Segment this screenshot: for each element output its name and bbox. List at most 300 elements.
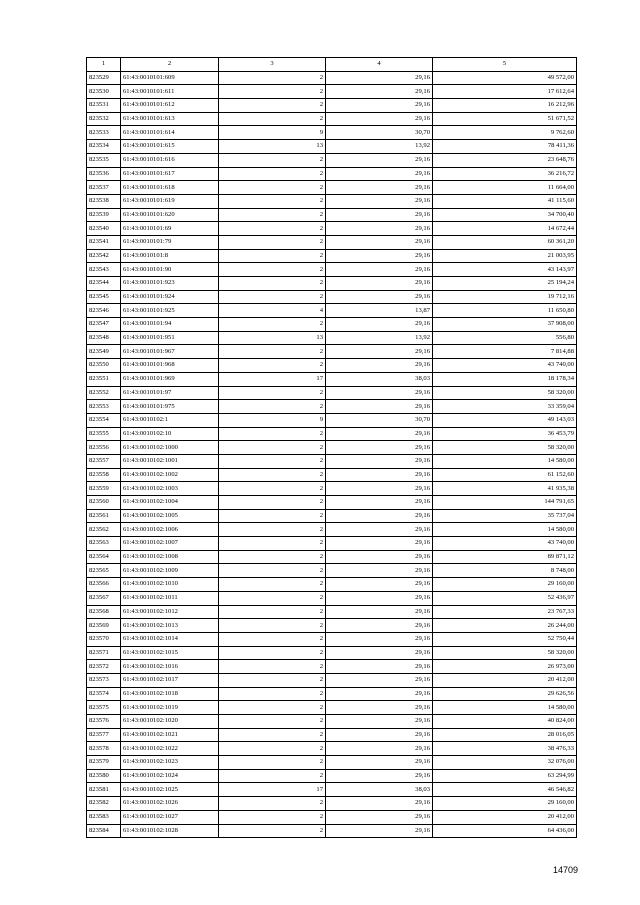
cadastral-number-cell: 61:43:0010101:614 [121, 126, 219, 140]
row-number-cell: 823555 [87, 427, 121, 441]
table-row [87, 413, 577, 427]
row-number-cell: 823543 [87, 263, 121, 277]
cadastral-number-cell: 61:43:0010101:79 [121, 235, 219, 249]
cadastral-number-cell: 61:43:0010102:1018 [121, 687, 219, 701]
column-4-cell: 29,16 [326, 701, 433, 715]
row-number-cell: 823544 [87, 277, 121, 291]
cadastral-number-cell: 61:43:0010101:616 [121, 153, 219, 167]
table-row [87, 318, 577, 332]
row-number-cell: 823552 [87, 386, 121, 400]
column-3-cell: 2 [219, 235, 326, 249]
table-row [87, 181, 577, 195]
column-5-cell: 51 671,52 [433, 112, 577, 126]
column-4-cell: 29,16 [326, 797, 433, 811]
cadastral-number-cell: 61:43:0010102:1021 [121, 728, 219, 742]
table-row [87, 454, 577, 468]
table-row [87, 194, 577, 208]
column-5-cell: 26 244,00 [433, 619, 577, 633]
column-4-cell: 29,16 [326, 523, 433, 537]
cadastral-number-cell: 61:43:0010101:69 [121, 222, 219, 236]
cadastral-number-cell: 61:43:0010101:97 [121, 386, 219, 400]
table-row [87, 810, 577, 824]
column-4-cell: 29,16 [326, 646, 433, 660]
table-row [87, 126, 577, 140]
cadastral-number-cell: 61:43:0010102:1014 [121, 632, 219, 646]
cadastral-number-cell: 61:43:0010102:1025 [121, 783, 219, 797]
column-header-1: 1 [87, 58, 121, 72]
cadastral-number-cell: 61:43:0010101:618 [121, 181, 219, 195]
column-3-cell: 2 [219, 728, 326, 742]
column-4-cell: 29,16 [326, 482, 433, 496]
column-4-cell: 29,16 [326, 99, 433, 113]
column-4-cell: 38,03 [326, 783, 433, 797]
column-3-cell: 2 [219, 85, 326, 99]
column-3-cell: 2 [219, 482, 326, 496]
table-row [87, 537, 577, 551]
column-4-cell: 29,16 [326, 208, 433, 222]
column-4-cell: 29,16 [326, 318, 433, 332]
column-4-cell: 29,16 [326, 386, 433, 400]
table-row [87, 591, 577, 605]
column-3-cell: 2 [219, 797, 326, 811]
table-row [87, 496, 577, 510]
row-number-cell: 823530 [87, 85, 121, 99]
column-4-cell: 29,16 [326, 222, 433, 236]
row-number-cell: 823564 [87, 550, 121, 564]
column-3-cell: 2 [219, 249, 326, 263]
table-row [87, 427, 577, 441]
column-4-cell: 29,16 [326, 769, 433, 783]
cadastral-number-cell: 61:43:0010102:1020 [121, 715, 219, 729]
column-5-cell: 17 612,64 [433, 85, 577, 99]
column-3-cell: 17 [219, 372, 326, 386]
column-3-cell: 2 [219, 810, 326, 824]
row-number-cell: 823560 [87, 496, 121, 510]
table-row [87, 564, 577, 578]
table-body [87, 71, 577, 838]
column-4-cell: 29,16 [326, 468, 433, 482]
column-5-cell: 36 453,79 [433, 427, 577, 441]
column-4-cell: 29,16 [326, 400, 433, 414]
column-4-cell: 29,16 [326, 687, 433, 701]
column-3-cell: 13 [219, 140, 326, 154]
column-3-cell: 2 [219, 400, 326, 414]
column-5-cell: 34 700,40 [433, 208, 577, 222]
column-3-cell: 2 [219, 619, 326, 633]
column-5-cell: 144 791,65 [433, 496, 577, 510]
column-5-cell: 25 194,24 [433, 277, 577, 291]
cadastral-number-cell: 61:43:0010102:1016 [121, 660, 219, 674]
column-5-cell: 36 216,72 [433, 167, 577, 181]
column-3-cell: 2 [219, 71, 326, 85]
cadastral-number-cell: 61:43:0010101:951 [121, 331, 219, 345]
row-number-cell: 823583 [87, 810, 121, 824]
cadastral-number-cell: 61:43:0010102:1023 [121, 756, 219, 770]
column-5-cell: 49 143,03 [433, 413, 577, 427]
table-row [87, 222, 577, 236]
row-number-cell: 823572 [87, 660, 121, 674]
column-5-cell: 64 436,00 [433, 824, 577, 838]
column-4-cell: 29,16 [326, 564, 433, 578]
column-4-cell: 29,16 [326, 742, 433, 756]
column-4-cell: 29,16 [326, 153, 433, 167]
column-3-cell: 2 [219, 386, 326, 400]
column-5-cell: 41 115,60 [433, 194, 577, 208]
column-5-cell: 40 824,00 [433, 715, 577, 729]
cadastral-number-cell: 61:43:0010102:1001 [121, 454, 219, 468]
column-4-cell: 29,16 [326, 496, 433, 510]
cadastral-number-cell: 61:43:0010102:1027 [121, 810, 219, 824]
cadastral-number-cell: 61:43:0010102:1005 [121, 509, 219, 523]
row-number-cell: 823536 [87, 167, 121, 181]
table-row [87, 605, 577, 619]
row-number-cell: 823576 [87, 715, 121, 729]
row-number-cell: 823563 [87, 537, 121, 551]
row-number-cell: 823570 [87, 632, 121, 646]
column-4-cell: 29,16 [326, 359, 433, 373]
column-3-cell: 2 [219, 646, 326, 660]
table-row [87, 372, 577, 386]
column-4-cell: 29,16 [326, 167, 433, 181]
table-row [87, 304, 577, 318]
cadastral-number-cell: 61:43:0010102:1010 [121, 578, 219, 592]
table-row [87, 578, 577, 592]
row-number-cell: 823582 [87, 797, 121, 811]
cadastral-number-cell: 61:43:0010101:969 [121, 372, 219, 386]
table-row [87, 783, 577, 797]
table-row [87, 140, 577, 154]
row-number-cell: 823556 [87, 441, 121, 455]
column-5-cell: 20 412,00 [433, 810, 577, 824]
table-row [87, 235, 577, 249]
cadastral-number-cell: 61:43:0010102:1012 [121, 605, 219, 619]
column-3-cell: 2 [219, 181, 326, 195]
column-4-cell: 29,16 [326, 591, 433, 605]
column-4-cell: 29,16 [326, 578, 433, 592]
column-5-cell: 20 412,00 [433, 673, 577, 687]
column-5-cell: 18 178,34 [433, 372, 577, 386]
column-3-cell: 2 [219, 153, 326, 167]
column-4-cell: 29,16 [326, 660, 433, 674]
column-3-cell: 2 [219, 345, 326, 359]
row-number-cell: 823578 [87, 742, 121, 756]
column-4-cell: 29,16 [326, 194, 433, 208]
column-5-cell: 52 750,44 [433, 632, 577, 646]
table-row [87, 523, 577, 537]
row-number-cell: 823558 [87, 468, 121, 482]
cadastral-number-cell: 61:43:0010102:1006 [121, 523, 219, 537]
column-3-cell: 2 [219, 194, 326, 208]
column-4-cell: 29,16 [326, 824, 433, 838]
column-5-cell: 89 871,12 [433, 550, 577, 564]
column-5-cell: 78 411,36 [433, 140, 577, 154]
row-number-cell: 823580 [87, 769, 121, 783]
column-3-cell: 2 [219, 591, 326, 605]
table-row [87, 153, 577, 167]
row-number-cell: 823573 [87, 673, 121, 687]
cadastral-value-table [86, 57, 577, 838]
column-5-cell: 61 152,60 [433, 468, 577, 482]
row-number-cell: 823554 [87, 413, 121, 427]
cadastral-number-cell: 61:43:0010101:90 [121, 263, 219, 277]
table-row [87, 71, 577, 85]
column-3-cell: 2 [219, 468, 326, 482]
cadastral-number-cell: 61:43:0010101:94 [121, 318, 219, 332]
column-3-cell: 2 [219, 687, 326, 701]
column-3-cell: 2 [219, 523, 326, 537]
column-4-cell: 29,16 [326, 290, 433, 304]
cadastral-number-cell: 61:43:0010102:1003 [121, 482, 219, 496]
column-3-cell: 2 [219, 742, 326, 756]
row-number-cell: 823545 [87, 290, 121, 304]
column-4-cell: 29,16 [326, 728, 433, 742]
column-5-cell: 58 320,00 [433, 646, 577, 660]
column-5-cell: 63 294,99 [433, 769, 577, 783]
cadastral-number-cell: 61:43:0010101:609 [121, 71, 219, 85]
cadastral-number-cell: 61:43:0010101:968 [121, 359, 219, 373]
column-5-cell: 21 003,95 [433, 249, 577, 263]
column-5-cell: 29 160,00 [433, 578, 577, 592]
column-4-cell: 29,16 [326, 277, 433, 291]
row-number-cell: 823579 [87, 756, 121, 770]
table-row [87, 482, 577, 496]
table-row [87, 728, 577, 742]
column-3-cell: 2 [219, 290, 326, 304]
column-4-cell: 29,16 [326, 112, 433, 126]
table-row [87, 112, 577, 126]
column-3-cell: 2 [219, 605, 326, 619]
column-5-cell: 33 359,04 [433, 400, 577, 414]
column-3-cell: 2 [219, 112, 326, 126]
column-header-5: 5 [433, 58, 577, 72]
column-5-cell: 23 767,33 [433, 605, 577, 619]
column-4-cell: 13,92 [326, 331, 433, 345]
table-row [87, 167, 577, 181]
row-number-cell: 823537 [87, 181, 121, 195]
row-number-cell: 823549 [87, 345, 121, 359]
row-number-cell: 823533 [87, 126, 121, 140]
column-3-cell: 2 [219, 99, 326, 113]
column-3-cell: 9 [219, 126, 326, 140]
row-number-cell: 823561 [87, 509, 121, 523]
column-5-cell: 60 361,20 [433, 235, 577, 249]
document-sheet [86, 57, 576, 838]
table-row [87, 441, 577, 455]
column-4-cell: 30,70 [326, 126, 433, 140]
column-3-cell: 2 [219, 318, 326, 332]
row-number-cell: 823577 [87, 728, 121, 742]
table-row [87, 468, 577, 482]
cadastral-number-cell: 61:43:0010101:8 [121, 249, 219, 263]
column-5-cell: 38 476,33 [433, 742, 577, 756]
column-header-3: 3 [219, 58, 326, 72]
column-5-cell: 49 572,00 [433, 71, 577, 85]
cadastral-number-cell: 61:43:0010102:1011 [121, 591, 219, 605]
column-5-cell: 11 664,00 [433, 181, 577, 195]
column-5-cell: 29 160,00 [433, 797, 577, 811]
row-number-cell: 823550 [87, 359, 121, 373]
column-5-cell: 58 320,00 [433, 441, 577, 455]
row-number-cell: 823548 [87, 331, 121, 345]
cadastral-number-cell: 61:43:0010101:617 [121, 167, 219, 181]
column-4-cell: 13,92 [326, 140, 433, 154]
column-5-cell: 41 935,38 [433, 482, 577, 496]
column-4-cell: 29,16 [326, 632, 433, 646]
column-3-cell: 2 [219, 277, 326, 291]
cadastral-number-cell: 61:43:0010101:620 [121, 208, 219, 222]
column-4-cell: 29,16 [326, 249, 433, 263]
column-5-cell: 46 546,82 [433, 783, 577, 797]
page-number: 14709 [553, 865, 579, 875]
table-row [87, 660, 577, 674]
row-number-cell: 823540 [87, 222, 121, 236]
cadastral-number-cell: 61:43:0010102:1009 [121, 564, 219, 578]
column-3-cell: 2 [219, 550, 326, 564]
column-3-cell: 2 [219, 578, 326, 592]
row-number-cell: 823566 [87, 578, 121, 592]
cadastral-number-cell: 61:43:0010101:611 [121, 85, 219, 99]
column-4-cell: 29,16 [326, 181, 433, 195]
table-row [87, 331, 577, 345]
row-number-cell: 823541 [87, 235, 121, 249]
cadastral-number-cell: 61:43:0010101:975 [121, 400, 219, 414]
table-row [87, 249, 577, 263]
cadastral-number-cell: 61:43:0010102:1013 [121, 619, 219, 633]
table-row [87, 359, 577, 373]
row-number-cell: 823565 [87, 564, 121, 578]
table-row [87, 550, 577, 564]
column-3-cell: 2 [219, 222, 326, 236]
column-4-cell: 38,03 [326, 372, 433, 386]
table-row [87, 824, 577, 838]
column-3-cell: 2 [219, 167, 326, 181]
cadastral-number-cell: 61:43:0010101:967 [121, 345, 219, 359]
row-number-cell: 823568 [87, 605, 121, 619]
column-4-cell: 29,16 [326, 235, 433, 249]
cadastral-number-cell: 61:43:0010101:612 [121, 99, 219, 113]
column-3-cell: 2 [219, 441, 326, 455]
column-3-cell: 9 [219, 413, 326, 427]
cadastral-number-cell: 61:43:0010102:1000 [121, 441, 219, 455]
row-number-cell: 823571 [87, 646, 121, 660]
row-number-cell: 823553 [87, 400, 121, 414]
column-3-cell: 2 [219, 564, 326, 578]
row-number-cell: 823529 [87, 71, 121, 85]
cadastral-number-cell: 61:43:0010101:619 [121, 194, 219, 208]
row-number-cell: 823542 [87, 249, 121, 263]
column-3-cell: 4 [219, 304, 326, 318]
row-number-cell: 823551 [87, 372, 121, 386]
column-4-cell: 29,16 [326, 550, 433, 564]
column-3-cell: 2 [219, 496, 326, 510]
column-3-cell: 2 [219, 632, 326, 646]
column-3-cell: 2 [219, 263, 326, 277]
cadastral-number-cell: 61:43:0010101:615 [121, 140, 219, 154]
column-3-cell: 2 [219, 359, 326, 373]
row-number-cell: 823531 [87, 99, 121, 113]
table-row [87, 509, 577, 523]
column-3-cell: 2 [219, 208, 326, 222]
table-row [87, 756, 577, 770]
column-4-cell: 29,16 [326, 427, 433, 441]
column-4-cell: 29,16 [326, 715, 433, 729]
column-5-cell: 14 580,00 [433, 454, 577, 468]
column-3-cell: 2 [219, 660, 326, 674]
table-row [87, 400, 577, 414]
column-3-cell: 2 [219, 673, 326, 687]
table-row [87, 632, 577, 646]
column-4-cell: 29,16 [326, 673, 433, 687]
cadastral-number-cell: 61:43:0010101:925 [121, 304, 219, 318]
cadastral-number-cell: 61:43:0010101:613 [121, 112, 219, 126]
column-4-cell: 29,16 [326, 605, 433, 619]
table-row [87, 277, 577, 291]
column-5-cell: 37 908,00 [433, 318, 577, 332]
table-row [87, 345, 577, 359]
row-number-cell: 823584 [87, 824, 121, 838]
column-3-cell: 2 [219, 537, 326, 551]
column-4-cell: 30,70 [326, 413, 433, 427]
column-3-cell: 2 [219, 756, 326, 770]
row-number-cell: 823562 [87, 523, 121, 537]
column-5-cell: 14 672,44 [433, 222, 577, 236]
column-4-cell: 29,16 [326, 441, 433, 455]
column-5-cell: 11 650,80 [433, 304, 577, 318]
row-number-cell: 823569 [87, 619, 121, 633]
column-5-cell: 58 320,00 [433, 386, 577, 400]
row-number-cell: 823557 [87, 454, 121, 468]
column-4-cell: 29,16 [326, 454, 433, 468]
column-4-cell: 29,16 [326, 756, 433, 770]
row-number-cell: 823538 [87, 194, 121, 208]
column-5-cell: 26 973,00 [433, 660, 577, 674]
table-row [87, 769, 577, 783]
column-5-cell: 23 648,76 [433, 153, 577, 167]
column-3-cell: 2 [219, 454, 326, 468]
cadastral-number-cell: 61:43:0010102:10 [121, 427, 219, 441]
column-4-cell: 29,16 [326, 810, 433, 824]
column-3-cell: 2 [219, 509, 326, 523]
table-row [87, 797, 577, 811]
column-3-cell: 17 [219, 783, 326, 797]
column-5-cell: 7 814,88 [433, 345, 577, 359]
column-5-cell: 28 016,05 [433, 728, 577, 742]
cadastral-number-cell: 61:43:0010102:1002 [121, 468, 219, 482]
column-4-cell: 29,16 [326, 71, 433, 85]
column-3-cell: 2 [219, 769, 326, 783]
cadastral-number-cell: 61:43:0010102:1028 [121, 824, 219, 838]
column-5-cell: 14 580,00 [433, 701, 577, 715]
column-5-cell: 29 626,56 [433, 687, 577, 701]
table-row [87, 386, 577, 400]
cadastral-number-cell: 61:43:0010102:1022 [121, 742, 219, 756]
table-row [87, 715, 577, 729]
row-number-cell: 823539 [87, 208, 121, 222]
table-row [87, 99, 577, 113]
row-number-cell: 823567 [87, 591, 121, 605]
row-number-cell: 823575 [87, 701, 121, 715]
column-4-cell: 29,16 [326, 85, 433, 99]
table-row [87, 673, 577, 687]
table-row [87, 742, 577, 756]
row-number-cell: 823547 [87, 318, 121, 332]
column-5-cell: 14 580,00 [433, 523, 577, 537]
column-5-cell: 556,80 [433, 331, 577, 345]
cadastral-number-cell: 61:43:0010102:1024 [121, 769, 219, 783]
table-row [87, 646, 577, 660]
cadastral-number-cell: 61:43:0010102:1015 [121, 646, 219, 660]
column-5-cell: 19 712,16 [433, 290, 577, 304]
